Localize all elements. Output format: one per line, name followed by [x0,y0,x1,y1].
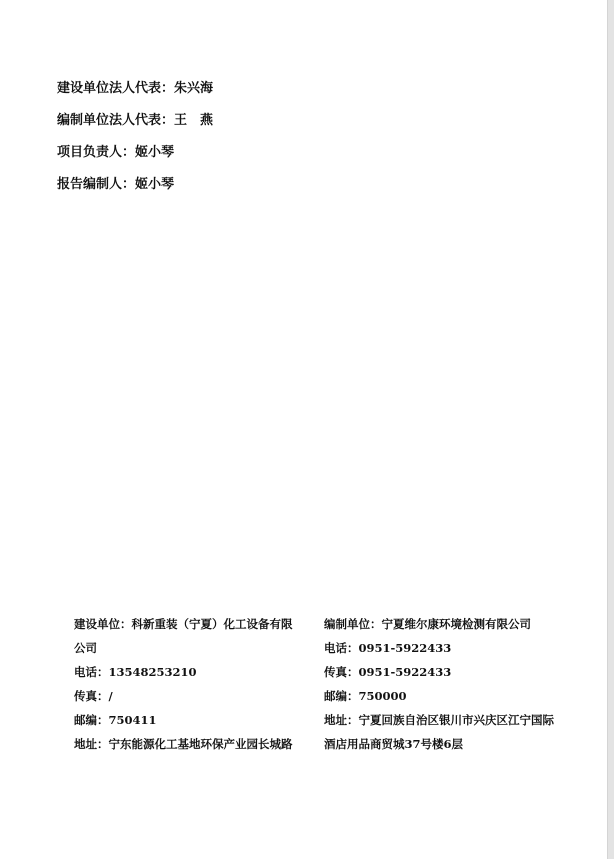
compile-unit-fax [324,660,564,684]
compile-unit-fax-value: 0951-5922433 [358,665,452,679]
project-lead-value: 姬小琴 [135,145,175,160]
report-author-label: 报告编制人： [57,177,136,192]
compile-legal-rep [57,110,213,142]
compile-unit-name-label: 编制单位： [324,617,382,631]
compile-unit-postcode-label: 邮编： [324,689,359,703]
report-author [57,174,213,206]
construction-unit-address [74,732,299,756]
construction-unit-phone [74,660,299,684]
compile-unit-fax-label: 传真： [324,665,359,679]
construction-unit-name-label: 建设单位： [74,617,132,631]
compile-legal-rep-value: 王 燕 [174,113,214,128]
construction-unit-address-value: 宁东能源化工基地环保产业园长城路 [108,737,293,751]
compile-unit-postcode-value: 750000 [358,689,407,703]
compile-unit-phone-value: 0951-5922433 [358,641,452,655]
construction-unit-postcode-value: 750411 [108,713,157,727]
compile-unit-phone-label: 电话： [324,641,359,655]
project-lead-label: 项目负责人： [57,145,136,160]
construction-unit-postcode [74,708,299,732]
construction-unit-postcode-label: 邮编： [74,713,109,727]
construction-unit-name-value: 科新重装（宁夏）化工设备有限公司 [74,617,293,655]
report-author-value: 姬小琴 [135,177,175,192]
compile-unit-name-value: 宁夏维尔康环境检测有限公司 [381,617,531,631]
compile-unit-address-label: 地址： [324,713,359,727]
signatory-block [57,78,213,206]
construction-unit-column [74,612,299,756]
construction-legal-rep-value: 朱兴海 [174,81,214,96]
construction-unit-address-label: 地址： [74,737,109,751]
construction-unit-fax-value: / [108,689,113,703]
construction-legal-rep [57,78,213,110]
construction-legal-rep-label: 建设单位法人代表： [57,81,175,96]
construction-unit-name [74,612,299,660]
construction-unit-phone-value: 13548253210 [108,665,197,679]
compile-unit-name [324,612,564,636]
compile-unit-postcode [324,684,564,708]
page-edge-shadow [607,0,614,859]
contact-info-block [74,612,564,756]
compile-legal-rep-label: 编制单位法人代表： [57,113,175,128]
construction-unit-phone-label: 电话： [74,665,109,679]
compile-unit-phone [324,636,564,660]
compile-unit-address-value: 宁夏回族自治区银川市兴庆区江宁国际酒店用品商贸城37号楼6层 [324,713,554,751]
construction-unit-fax-label: 传真： [74,689,109,703]
project-lead [57,142,213,174]
construction-unit-fax [74,684,299,708]
compile-unit-column [324,612,564,756]
compile-unit-address [324,708,564,756]
